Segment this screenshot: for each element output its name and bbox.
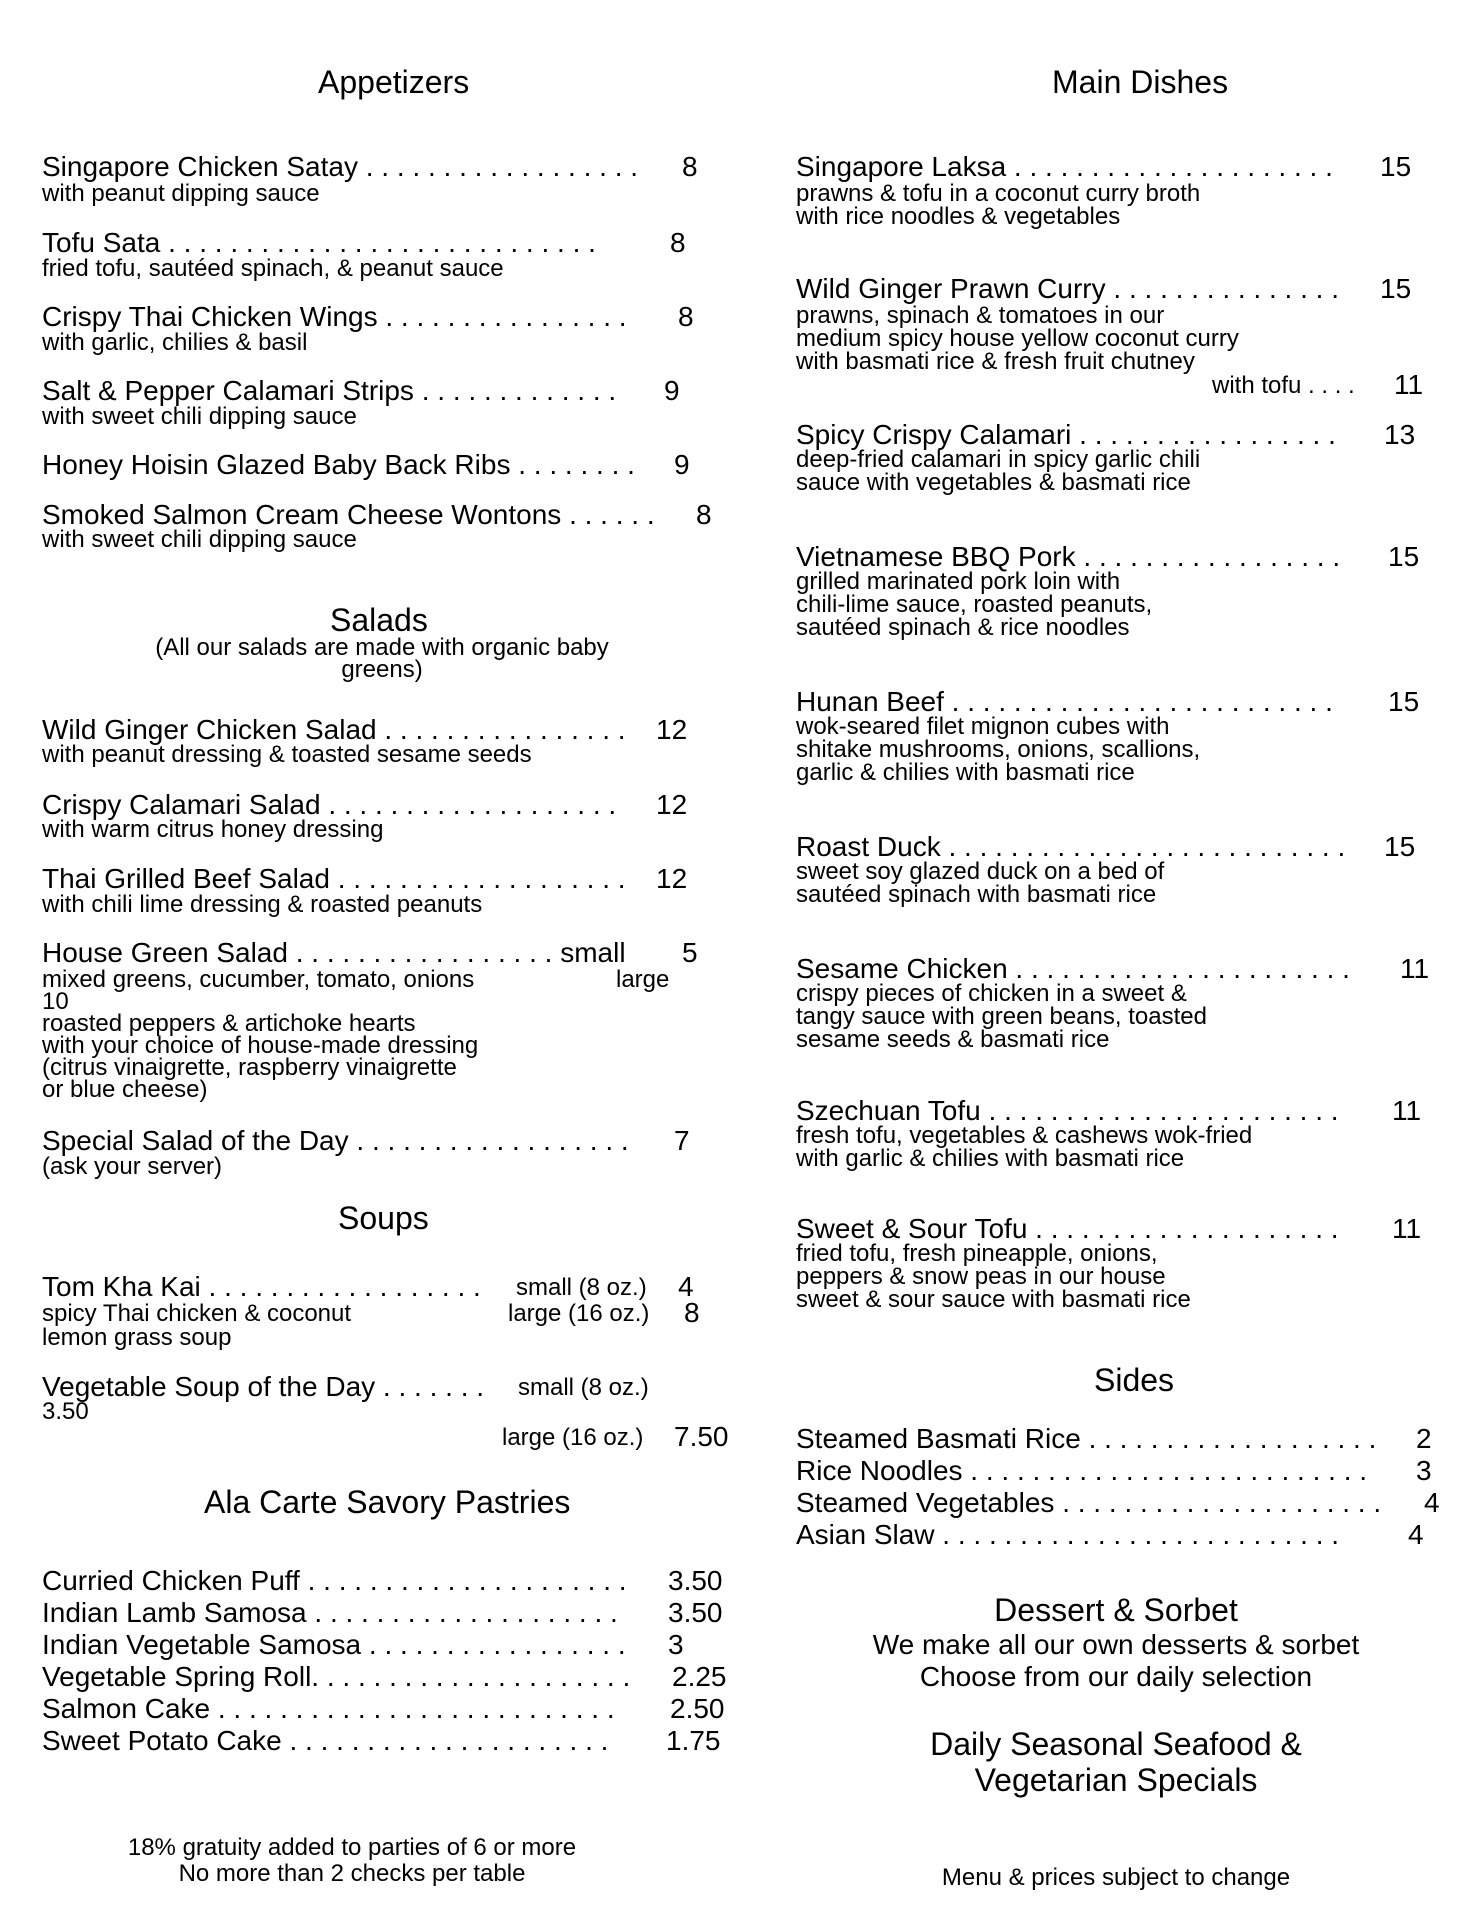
pastry-name: Curried Chicken Puff . . . . . . . . . . . . . . . . . . . . . bbox=[42, 1565, 627, 1596]
main-name: Hunan Beef . . . . . . . . . . . . . . . . . . . . . . . . . bbox=[796, 686, 1333, 717]
main-name: Vietnamese BBQ Pork . . . . . . . . . . . . . . . . . bbox=[796, 541, 1341, 572]
salad-name: Crispy Calamari Salad . . . . . . . . . . . . . . . . . . . bbox=[42, 789, 617, 820]
main-desc: medium spicy house yellow coconut curry bbox=[796, 325, 1239, 352]
main-desc: prawns & tofu in a coconut curry broth bbox=[796, 180, 1201, 207]
main-name: Sweet & Sour Tofu . . . . . . . . . . . . . . . . . . . . bbox=[796, 1213, 1339, 1244]
main-desc: sautéed spinach & rice noodles bbox=[796, 614, 1130, 641]
dessert-heading: Dessert & Sorbet bbox=[994, 1592, 1238, 1628]
dessert-line: We make all our own desserts & sorbet bbox=[872, 1629, 1360, 1660]
pastries-heading: Ala Carte Savory Pastries bbox=[204, 1484, 571, 1520]
salad-name: House Green Salad . . . . . . . . . . . . . . . . . small bbox=[42, 937, 626, 968]
appetizer-name: Tofu Sata . . . . . . . . . . . . . . . . . . . . . . . . . . . . bbox=[42, 227, 596, 258]
main-desc: wok-seared filet mignon cubes with bbox=[796, 713, 1170, 740]
main-desc: deep-fried calamari in spicy garlic chili bbox=[796, 446, 1201, 473]
side-price: 4 bbox=[1424, 1487, 1440, 1518]
soup-desc: lemon grass soup bbox=[42, 1324, 232, 1351]
gratuity-note: 18% gratuity added to parties of 6 or more bbox=[127, 1834, 577, 1861]
main-price: 11 bbox=[1400, 953, 1430, 984]
soup-name: Vegetable Soup of the Day . . . . . . . bbox=[42, 1371, 485, 1402]
soups-heading: Soups bbox=[338, 1200, 429, 1236]
pastry-price: 2.50 bbox=[670, 1693, 725, 1724]
main-desc: garlic & chilies with basmati rice bbox=[796, 759, 1135, 786]
salads-heading: Salads bbox=[330, 602, 428, 638]
soup-price: 8 bbox=[684, 1297, 700, 1328]
specials-heading: Vegetarian Specials bbox=[974, 1762, 1258, 1798]
main-desc: sweet soy glazed duck on a bed of bbox=[796, 858, 1165, 885]
pastry-name: Salmon Cake . . . . . . . . . . . . . . . . . . . . . . . . . . bbox=[42, 1693, 615, 1724]
salads-note: (All our salads are made with organic baby bbox=[155, 634, 609, 661]
specials-heading: Daily Seasonal Seafood & bbox=[930, 1726, 1302, 1762]
sides-heading: Sides bbox=[1094, 1362, 1175, 1398]
main-price: 11 bbox=[1392, 1213, 1422, 1244]
pastry-name: Indian Vegetable Samosa . . . . . . . . . . . . . . . . . bbox=[42, 1629, 626, 1660]
main-name: Sesame Chicken . . . . . . . . . . . . . . . . . . . . . . bbox=[796, 953, 1350, 984]
salad-size-label: large bbox=[616, 966, 670, 993]
main-price: 15 bbox=[1388, 686, 1420, 717]
main-desc: crispy pieces of chicken in a sweet & bbox=[796, 980, 1187, 1007]
soup-size: large (16 oz.) bbox=[502, 1424, 644, 1451]
main-desc: grilled marinated pork loin with bbox=[796, 568, 1121, 595]
appetizer-price: 8 bbox=[678, 301, 694, 332]
main-price: 15 bbox=[1388, 541, 1420, 572]
side-name: Steamed Basmati Rice . . . . . . . . . . . . . . . . . . . bbox=[796, 1423, 1377, 1454]
side-price: 2 bbox=[1416, 1423, 1432, 1454]
appetizer-desc: fried tofu, sautéed spinach, & peanut sauce bbox=[42, 255, 504, 282]
appetizer-price: 8 bbox=[696, 499, 712, 530]
appetizer-price: 8 bbox=[670, 227, 686, 258]
main-desc: with garlic & chilies with basmati rice bbox=[796, 1145, 1185, 1172]
appetizers-heading: Appetizers bbox=[318, 64, 470, 100]
appetizer-desc: with peanut dipping sauce bbox=[42, 180, 320, 207]
dessert-line: Choose from our daily selection bbox=[919, 1661, 1313, 1692]
main-dishes-heading: Main Dishes bbox=[1052, 64, 1229, 100]
salad-price: 12 bbox=[656, 863, 688, 894]
appetizer-price: 9 bbox=[674, 449, 690, 480]
main-name: Wild Ginger Prawn Curry . . . . . . . . . . . . . . . bbox=[796, 273, 1340, 304]
soup-desc: spicy Thai chicken & coconut bbox=[42, 1300, 352, 1327]
main-desc: sauce with vegetables & basmati rice bbox=[796, 469, 1191, 496]
salad-desc: or blue cheese) bbox=[42, 1076, 208, 1103]
main-name: Roast Duck . . . . . . . . . . . . . . . . . . . . . . . . . . bbox=[796, 831, 1346, 862]
salad-desc: with chili lime dressing & roasted peanuts bbox=[42, 891, 483, 918]
salad-desc: roasted peppers & artichoke hearts bbox=[42, 1010, 416, 1037]
pastry-name: Indian Lamb Samosa . . . . . . . . . . . . . . . . . . . . bbox=[42, 1597, 618, 1628]
main-name: Szechuan Tofu . . . . . . . . . . . . . . . . . . . . . . . bbox=[796, 1095, 1339, 1126]
main-price: 15 bbox=[1380, 151, 1412, 182]
salad-price: 12 bbox=[656, 789, 688, 820]
pastry-price: 3 bbox=[668, 1629, 684, 1660]
side-price: 3 bbox=[1416, 1455, 1432, 1486]
salad-price: 10 bbox=[42, 988, 69, 1015]
main-desc: with basmati rice & fresh fruit chutney bbox=[796, 348, 1195, 375]
main-name: Singapore Laksa . . . . . . . . . . . . . . . . . . . . . bbox=[796, 151, 1333, 182]
pastry-price: 3.50 bbox=[668, 1597, 723, 1628]
main-desc: sesame seeds & basmati rice bbox=[796, 1026, 1110, 1053]
pastry-name: Sweet Potato Cake . . . . . . . . . . . . . . . . . . . . . bbox=[42, 1725, 609, 1756]
main-desc: fresh tofu, vegetables & cashews wok-fried bbox=[796, 1122, 1253, 1149]
salad-price: 5 bbox=[682, 937, 698, 968]
main-desc: with rice noodles & vegetables bbox=[796, 203, 1121, 230]
appetizer-name: Honey Hoisin Glazed Baby Back Ribs . . . . . . . . bbox=[42, 449, 635, 480]
soup-price: 7.50 bbox=[674, 1421, 729, 1452]
soup-price: 4 bbox=[678, 1271, 694, 1302]
pastry-price: 2.25 bbox=[672, 1661, 727, 1692]
side-price: 4 bbox=[1408, 1519, 1424, 1550]
main-name: Spicy Crispy Calamari . . . . . . . . . . . . . . . . . bbox=[796, 419, 1336, 450]
prices-note: Menu & prices subject to change bbox=[941, 1864, 1291, 1891]
main-desc: shitake mushrooms, onions, scallions, bbox=[796, 736, 1201, 763]
appetizer-name: Smoked Salmon Cream Cheese Wontons . . . . . . bbox=[42, 499, 655, 530]
appetizer-price: 8 bbox=[682, 151, 698, 182]
main-desc: prawns, spinach & tomatoes in our bbox=[796, 302, 1165, 329]
main-desc: sweet & sour sauce with basmati rice bbox=[796, 1286, 1191, 1313]
soup-size: small (8 oz.) bbox=[518, 1374, 649, 1401]
main-desc: chili-lime sauce, roasted peanuts, bbox=[796, 591, 1153, 618]
main-desc: peppers & snow peas in our house bbox=[796, 1263, 1166, 1290]
salad-price: 12 bbox=[656, 714, 688, 745]
salad-desc: with warm citrus honey dressing bbox=[42, 816, 384, 843]
salad-desc: with your choice of house-made dressing bbox=[42, 1032, 479, 1059]
salad-desc: with peanut dressing & toasted sesame seeds bbox=[42, 741, 532, 768]
salad-name: Thai Grilled Beef Salad . . . . . . . . . . . . . . . . . . . bbox=[42, 863, 626, 894]
side-name: Asian Slaw . . . . . . . . . . . . . . . . . . . . . . . . . . bbox=[796, 1519, 1340, 1550]
salad-name: Special Salad of the Day . . . . . . . . . . . . . . . . . . bbox=[42, 1125, 629, 1156]
salad-name: Wild Ginger Chicken Salad . . . . . . . . . . . . . . . . bbox=[42, 714, 626, 745]
appetizer-price: 9 bbox=[664, 375, 680, 406]
side-name: Rice Noodles . . . . . . . . . . . . . . . . . . . . . . . . . . bbox=[796, 1455, 1368, 1486]
appetizer-name: Crispy Thai Chicken Wings . . . . . . . . . . . . . . . . bbox=[42, 301, 627, 332]
appetizer-desc: with garlic, chilies & basil bbox=[42, 329, 308, 356]
main-price: 15 bbox=[1380, 273, 1412, 304]
salad-price: 7 bbox=[674, 1125, 690, 1156]
main-desc: fried tofu, fresh pineapple, onions, bbox=[796, 1240, 1158, 1267]
main-desc: tangy sauce with green beans, toasted bbox=[796, 1003, 1207, 1030]
soup-name: Tom Kha Kai . . . . . . . . . . . . . . . . . . bbox=[42, 1271, 481, 1302]
appetizer-desc: with sweet chili dipping sauce bbox=[42, 403, 357, 430]
pastry-name: Vegetable Spring Roll. . . . . . . . . . . . . . . . . . . . . bbox=[42, 1661, 631, 1692]
appetizer-name: Singapore Chicken Satay . . . . . . . . . . . . . . . . . . bbox=[42, 151, 639, 182]
main-price: 13 bbox=[1384, 419, 1416, 450]
main-price: 15 bbox=[1384, 831, 1416, 862]
salad-desc: mixed greens, cucumber, tomato, onions bbox=[42, 966, 475, 993]
pastry-price: 1.75 bbox=[666, 1725, 721, 1756]
salads-note: greens) bbox=[341, 656, 423, 683]
soup-size: large (16 oz.) bbox=[508, 1300, 650, 1327]
side-name: Steamed Vegetables . . . . . . . . . . . . . . . . . . . . . bbox=[796, 1487, 1382, 1518]
main-price: 11 bbox=[1392, 1095, 1422, 1126]
checks-note: No more than 2 checks per table bbox=[178, 1860, 526, 1887]
main-desc: sautéed spinach with basmati rice bbox=[796, 881, 1157, 908]
soup-price: 3.50 bbox=[42, 1398, 89, 1425]
main-tofu-option: with tofu . . . . bbox=[1212, 372, 1355, 399]
salad-desc: (ask your server) bbox=[42, 1153, 223, 1180]
pastry-price: 3.50 bbox=[668, 1565, 723, 1596]
appetizer-desc: with sweet chili dipping sauce bbox=[42, 526, 357, 553]
soup-size: small (8 oz.) bbox=[516, 1274, 647, 1301]
main-price: 11 bbox=[1394, 369, 1424, 400]
appetizer-name: Salt & Pepper Calamari Strips . . . . . . . . . . . . . bbox=[42, 375, 617, 406]
salad-desc: (citrus vinaigrette, raspberry vinaigrette bbox=[42, 1054, 457, 1081]
